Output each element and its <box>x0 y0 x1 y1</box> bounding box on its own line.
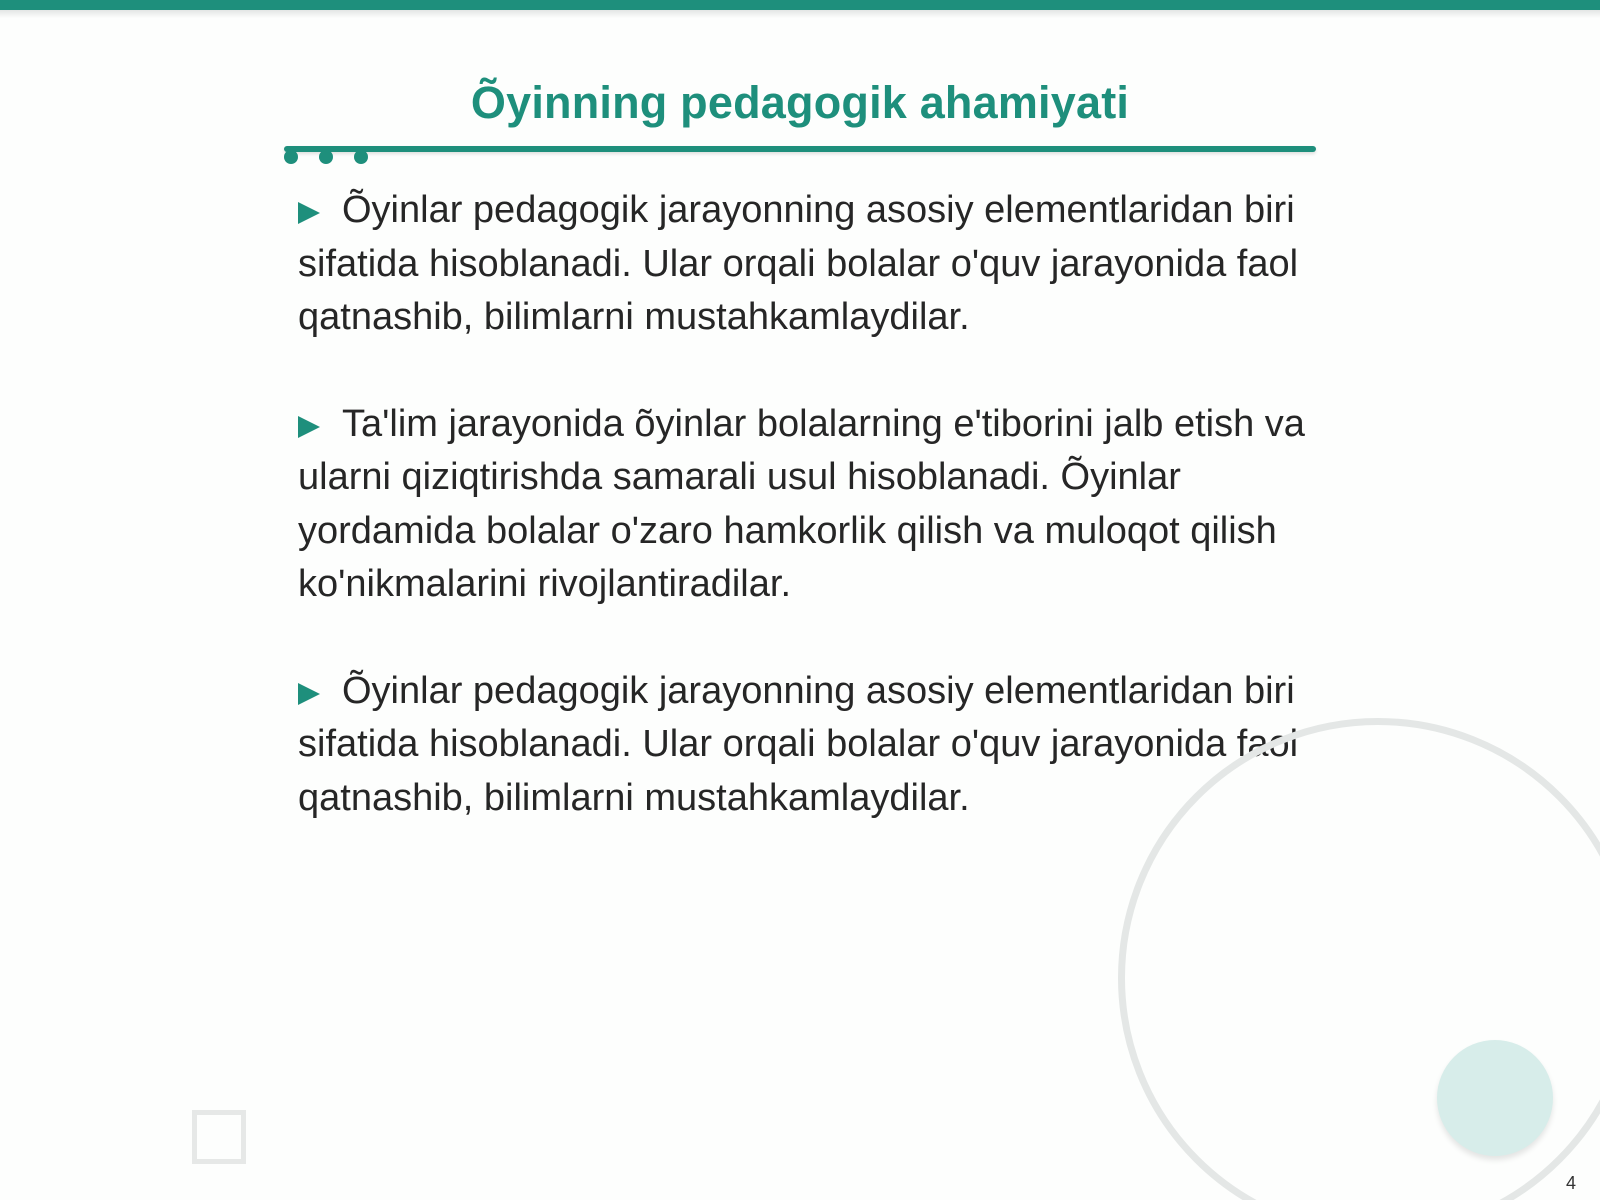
title-underline <box>284 146 1316 152</box>
bullet-text: Õyinlar pedagogik jarayonning asosiy elementlaridan biri sifatida hisoblanadi. Ular orqali bolalar o'quv jarayonida faol qatnashib, bilimlarni mustahkamlaydilar. <box>298 669 1299 819</box>
bullet-item <box>298 184 1308 345</box>
slide-number: 4 <box>1565 1173 1576 1193</box>
bullet-text: Õyinlar pedagogik jarayonning asosiy elementlaridan biri sifatida hisoblanadi. Ular orqali bolalar o'quv jarayonida faol qatnashib, bilimlarni mustahkamlaydilar. <box>298 189 1299 338</box>
top-bar-shadow <box>0 10 1600 18</box>
triangle-arrow-right-icon <box>298 202 320 224</box>
bullet-list <box>298 184 1308 878</box>
decorative-dot <box>319 150 333 164</box>
bullet-item <box>298 398 1308 612</box>
decorative-square-outline <box>192 1110 246 1164</box>
top-accent-bar <box>0 0 1600 10</box>
slide-title: Õyinning pedagogik ahamiyati <box>470 77 1130 128</box>
decorative-filled-circle <box>1437 1040 1553 1156</box>
decorative-dot <box>354 150 368 164</box>
bullet-item <box>298 665 1308 826</box>
decorative-dot <box>284 150 298 164</box>
bullet-text: Ta'lim jarayonida õyinlar bolalarning e'tiborini jalb etish va ularni qiziqtirishda samarali usul hisoblanadi. Õyinlar yordamida bolalar o'zaro hamkorlik qilish va muloqot qilish ko'nikmalarini rivojlantiradilar. <box>298 402 1305 605</box>
triangle-arrow-right-icon <box>298 416 320 438</box>
triangle-arrow-right-icon <box>298 683 320 705</box>
